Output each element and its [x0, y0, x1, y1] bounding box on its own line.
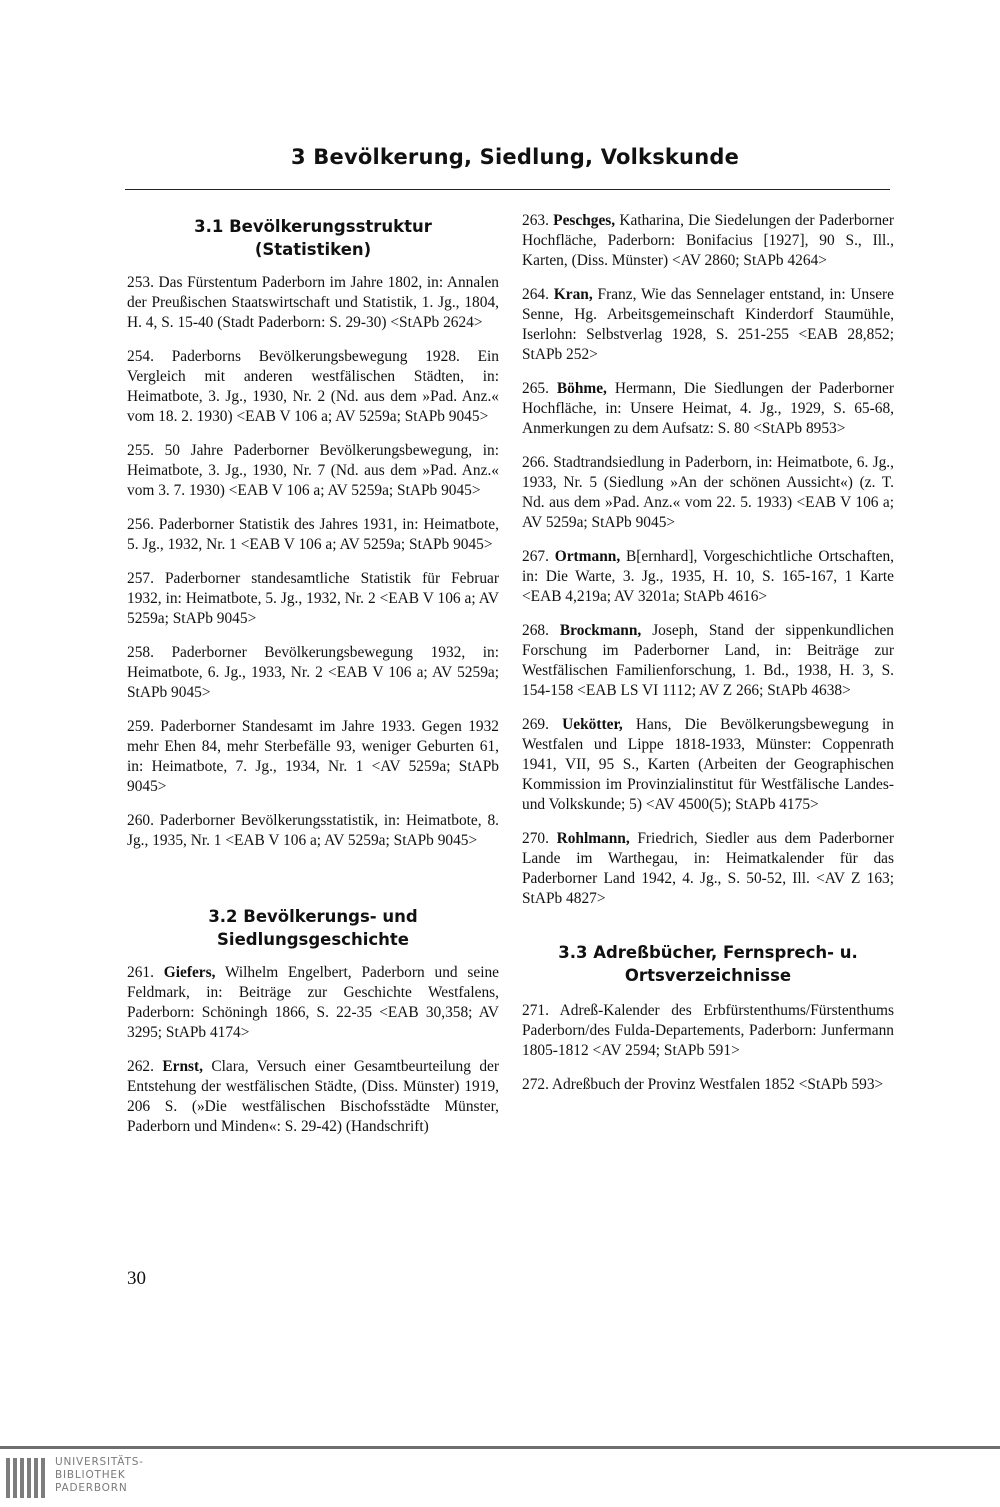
- title-rule: [125, 189, 890, 190]
- entry-text: 264.: [522, 286, 554, 303]
- entry-text: Joseph, Stand der sippenkundlichen Forschung im Paderborner Land, in: Beiträge zur Westfälischen Familienforschung, 1. Bd., 1938, H. 3, S. 154-158 <EAB LS VI 1112; AV Z 266; StAPb 4638>: [522, 622, 895, 699]
- logo-text: [55, 1456, 144, 1495]
- entry-author: Brockmann,: [559, 622, 642, 639]
- entry-text: 262.: [127, 1058, 163, 1075]
- bibliography-entry: [127, 1057, 499, 1137]
- entry-text: 260. Paderborner Bevölkerungsstatistik, in: Heimatbote, 8. Jg., 1935, Nr. 1 <EAB V 106 a; AV 5259a; StAPb 9045>: [127, 812, 499, 849]
- logo-bars-icon: [6, 1458, 45, 1498]
- entry-text: 254. Paderborns Bevölkerungsbewegung 1928. Ein Vergleich mit anderen westfälischen Städten, in: Heimatbote, 3. Jg., 1930, Nr. 2 (Nd. aus dem »Pad. Anz.« vom 18. 2. 1930) <EAB V 106 a; AV 5259a; StAPb 9045>: [127, 348, 499, 425]
- entry-author: Uekötter,: [562, 716, 623, 733]
- heading-line: 3.1 Bevölkerungsstruktur: [194, 217, 432, 236]
- entry-list-3-1: [127, 273, 499, 851]
- bibliography-entry: [522, 453, 894, 533]
- entry-text: B[ernhard], Vorgeschichtliche Ortschaften, in: Die Warte, 3. Jg., 1935, H. 10, S. 165-167, 1 Karte <EAB 4,219a; AV 3201a; StAPb 4616>: [522, 548, 895, 605]
- entry-author: Giefers,: [163, 964, 216, 981]
- chapter-title: 3 Bevölkerung, Siedlung, Volkskunde: [290, 145, 740, 169]
- bibliography-entry: [522, 621, 894, 701]
- bibliography-entry: [522, 715, 894, 815]
- entry-text: 257. Paderborner standesamtliche Statistik für Februar 1932, in: Heimatbote, 5. Jg., 1932, Nr. 2 <EAB V 106 a; AV 5259a; StAPb 9045>: [127, 570, 499, 627]
- heading-line: (Statistiken): [254, 240, 372, 259]
- entry-author: Ortmann,: [554, 548, 621, 565]
- entry-author: Peschges,: [553, 212, 616, 229]
- entry-author: Kran,: [553, 286, 593, 303]
- bibliography-entry: [127, 515, 499, 555]
- entry-text: 263.: [522, 212, 554, 229]
- bibliography-entry: [127, 811, 499, 851]
- entry-text: Hans, Die Bevölkerungsbewegung in Westfalen und Lippe 1818-1933, Münster: Coppenrath 1941, VII, 95 S., Karten (Arbeiten der Geographischen Kommission im Provinzialinstitut für Westfälische Landes- und Volkskunde; 5) <AV 4500(5); StAPb 4175>: [522, 716, 894, 813]
- bibliography-entry: [522, 379, 894, 439]
- entry-text: 268.: [522, 622, 560, 639]
- heading-line: Ortsverzeichnisse: [624, 966, 792, 985]
- entry-list-3-3: [522, 1001, 894, 1095]
- bibliography-entry: [522, 285, 894, 365]
- entry-author: Böhme,: [556, 380, 607, 397]
- section-heading-3-2: [127, 905, 499, 951]
- entry-text: Friedrich, Siedler aus dem Paderborner Lande im Warthegau, in: Heimatkalender für das Paderborner Land 1942, 4. Jg., S. 50-52, Ill. <AV Z 163; StAPb 4827>: [522, 830, 894, 907]
- entry-text: 270.: [522, 830, 557, 847]
- entry-text: 253. Das Fürstentum Paderborn im Jahre 1802, in: Annalen der Preußischen Staatswirtschaft und Statistik, 1. Jg., 1804, H. 4, S. 15-40 (Stadt Paderborn: S. 29-30) <StAPb 2624>: [127, 274, 499, 331]
- entry-text: Clara, Versuch einer Gesamtbeurteilung der Entstehung der westfälischen Städte, (Diss. Münster) 1919, 206 S. (»Die westfälischen Bischofsstädte Münster, Paderborn und Minden«: S. 29-42) (Handschrift): [127, 1058, 499, 1135]
- entry-text: 255. 50 Jahre Paderborner Bevölkerungsbewegung, in: Heimatbote, 3. Jg., 1930, Nr. 7 (Nd. aus dem »Pad. Anz.« vom 3. 7. 1930) <EAB V 106 a; AV 5259a; StAPb 9045>: [127, 442, 499, 499]
- entry-author: Rohlmann,: [556, 830, 630, 847]
- page-number: 30: [127, 1268, 146, 1289]
- entry-text: 269.: [522, 716, 563, 733]
- bibliography-entry: [127, 569, 499, 629]
- bibliography-entry: [127, 717, 499, 797]
- bibliography-entry: [522, 547, 894, 607]
- entry-text: 265.: [522, 380, 557, 397]
- entry-author: Ernst,: [162, 1058, 203, 1075]
- entry-list-3-2-continued: [522, 211, 894, 909]
- bibliography-entry: [522, 211, 894, 271]
- section-heading-3-3: [522, 941, 894, 987]
- entry-text: 261.: [127, 964, 164, 981]
- entry-text: 267.: [522, 548, 555, 565]
- entry-text: Katharina, Die Siedelungen der Paderborner Hochfläche, Paderborn: Bonifacius [1927], 90 S., Ill., Karten, (Diss. Münster) <AV 2860; StAPb 4264>: [522, 212, 894, 269]
- bibliography-entry: [522, 829, 894, 909]
- section-heading-3-1: [127, 215, 499, 261]
- entry-text: Hermann, Die Siedlungen der Paderborner Hochfläche, in: Unsere Heimat, 4. Jg., 1929, S. 65-68, Anmerkungen zu dem Aufsatz: S. 80 <StAPb 8953>: [522, 380, 895, 437]
- entry-text: 272. Adreßbuch der Provinz Westfalen 1852 <StAPb 593>: [522, 1076, 884, 1093]
- bibliography-entry: [522, 1001, 894, 1061]
- logo-line: UNIVERSITÄTS-: [55, 1456, 144, 1468]
- entry-text: 271. Adreß-Kalender des Erbfürstenthums/Fürstenthums Paderborn/des Fulda-Departements, Paderborn: Junfermann 1805-1812 <AV 2594; StAPb 591>: [522, 1002, 894, 1059]
- heading-line: 3.3 Adreßbücher, Fernsprech- u.: [558, 943, 858, 962]
- entry-text: 256. Paderborner Statistik des Jahres 1931, in: Heimatbote, 5. Jg., 1932, Nr. 1 <EAB V 106 a; AV 5259a; StAPb 9045>: [127, 516, 499, 553]
- bibliography-entry: [127, 347, 499, 427]
- library-logo: [0, 1452, 170, 1507]
- logo-line: BIBLIOTHEK: [55, 1469, 126, 1481]
- entry-text: 266. Stadtrandsiedlung in Paderborn, in: Heimatbote, 6. Jg., 1933, Nr. 5 (Siedlung »An der schönen Aussicht«) (z. T. Nd. aus dem »Pad. Anz.« vom 22. 5. 1933) <EAB V 106 a; AV 5259a; StAPb 9045>: [522, 454, 894, 531]
- logo-line: PADERBORN: [55, 1482, 128, 1494]
- heading-line: Siedlungsgeschichte: [217, 930, 409, 949]
- bibliography-entry: [127, 441, 499, 501]
- bibliography-entry: [127, 643, 499, 703]
- entry-text: Franz, Wie das Sennelager entstand, in: Unsere Senne, Hg. Arbeitsgemeinschaft Kinderdorf Staumühle, Iserlohn: Selbstverlag 1928, S. 251-255 <EAB 28,852; StAPb 252>: [522, 286, 895, 363]
- entry-text: 258. Paderborner Bevölkerungsbewegung 1932, in: Heimatbote, 6. Jg., 1933, Nr. 2 <EAB V 106 a; AV 5259a; StAPb 9045>: [127, 644, 499, 701]
- entry-text: Wilhelm Engelbert, Paderborn und seine Feldmark, in: Beiträge zur Geschichte Westfalens, Paderborn: Schöningh 1866, S. 22-35 <EAB 30,358; AV 3295; StAPb 4174>: [127, 964, 499, 1041]
- left-column: [127, 215, 499, 1151]
- bibliography-entry: [127, 963, 499, 1043]
- right-column: [522, 211, 894, 1109]
- bibliography-entry: [522, 1075, 894, 1095]
- bibliography-entry: [127, 273, 499, 333]
- entry-list-3-2: [127, 963, 499, 1137]
- heading-line: 3.2 Bevölkerungs- und: [208, 907, 418, 926]
- footer-rule: [0, 1446, 1000, 1449]
- entry-text: 259. Paderborner Standesamt im Jahre 1933. Gegen 1932 mehr Ehen 84, mehr Sterbefälle 93, weniger Geburten 61, in: Heimatbote, 7. Jg., 1934, Nr. 1 <AV 5259a; StAPb 9045>: [127, 718, 499, 795]
